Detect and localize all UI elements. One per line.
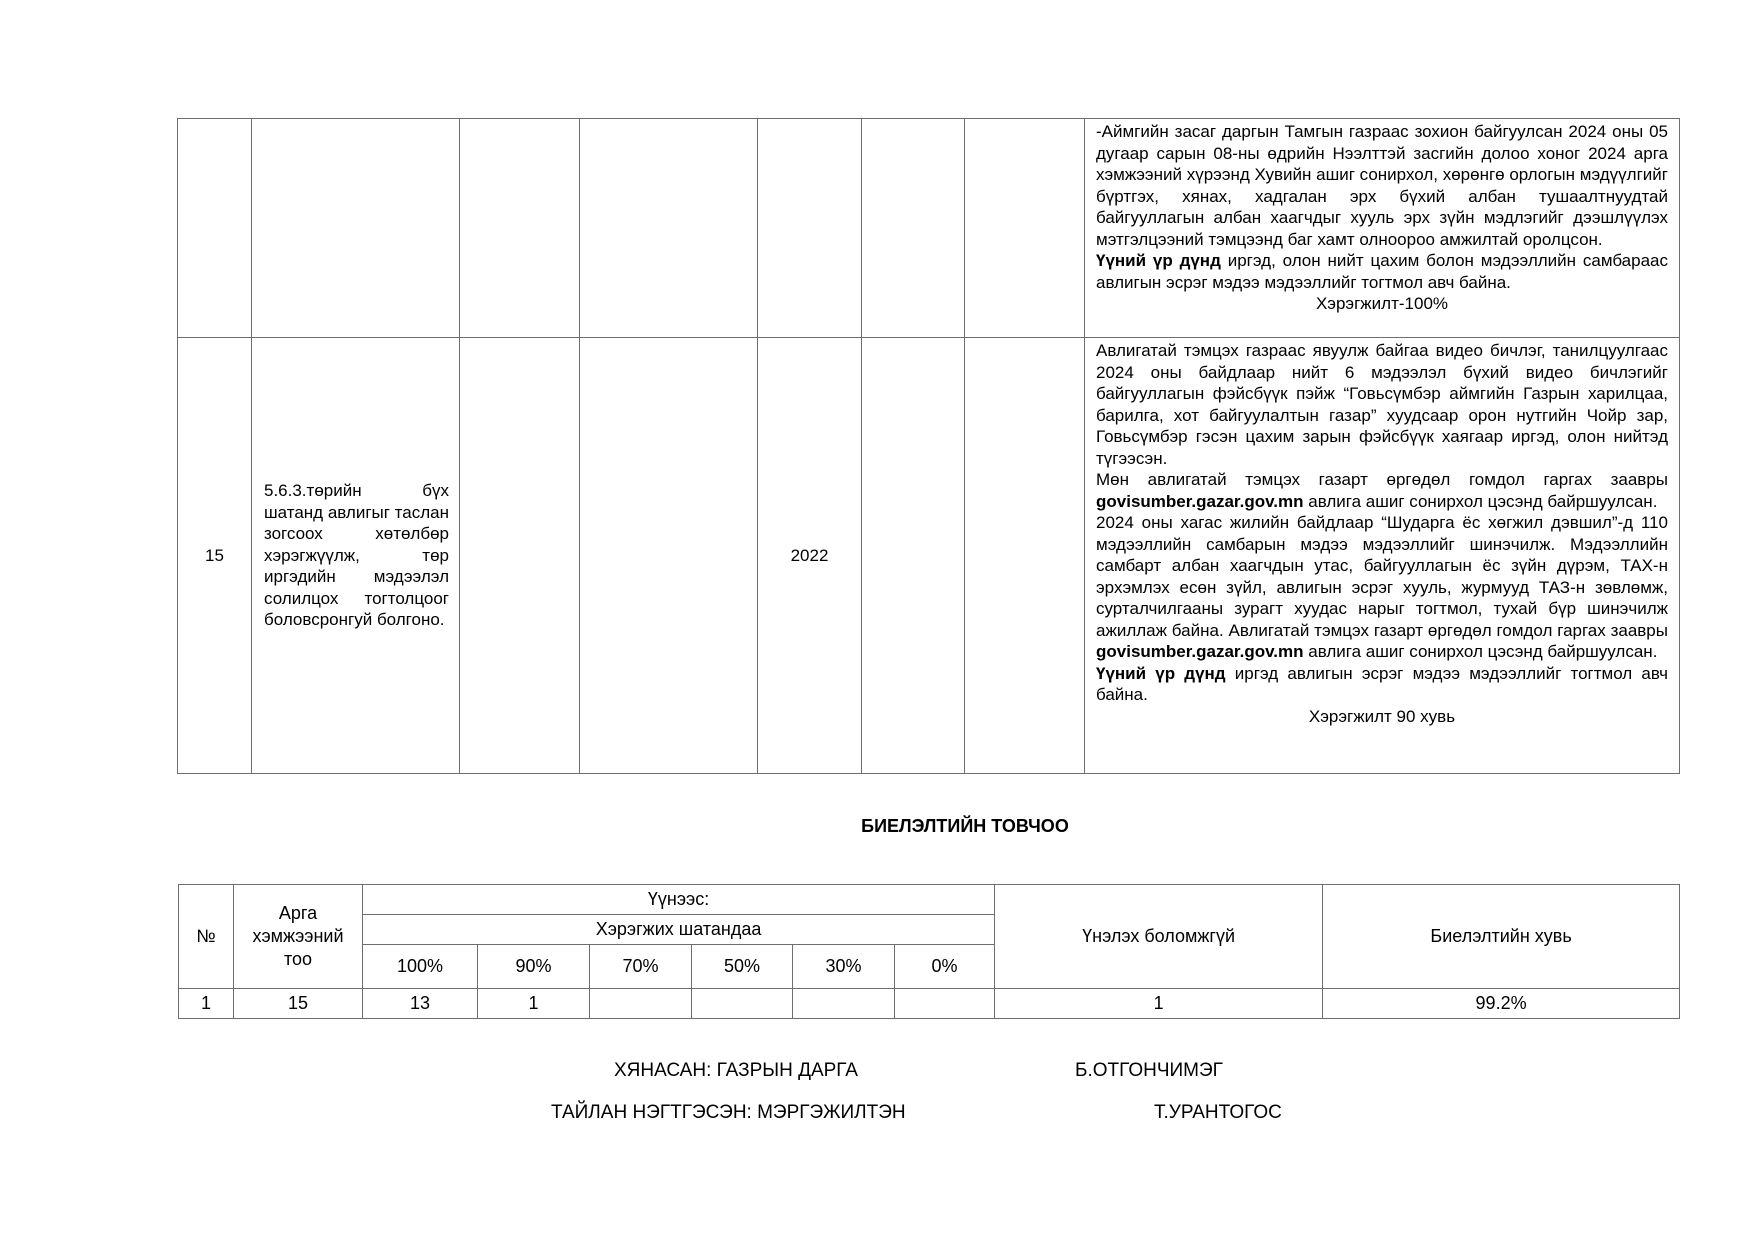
result-text: иргэд, олон нийт цахим болон мэдээллийн самбараас авлигын эсрэг мэдээ мэдээллийг тогтмол авч байна. — [1096, 251, 1668, 292]
result-text: авлига ашиг сонирхол цэсэнд байршуулсан. — [1303, 642, 1658, 661]
website-link-text: govisumber.gazar.gov.mn — [1096, 491, 1304, 511]
execution-text: Хэрэгжилт-100% — [1315, 294, 1449, 313]
result-paragraph — [1096, 469, 1668, 512]
prepared-by-name: Т.УРАНТОГОС — [1154, 1102, 1282, 1123]
level-label: 70% — [590, 945, 692, 989]
empty-cell — [862, 119, 965, 338]
summary-header-row — [179, 885, 1680, 915]
header-not-evaluable: Үнэлэх боломжгүй — [995, 885, 1323, 989]
empty-cell — [862, 338, 965, 774]
summary-not-evaluable: 1 — [995, 989, 1323, 1019]
year-cell — [758, 119, 862, 338]
result-text: 2024 оны хагас жилийн байдлаар “Шударга ёс хөгжил дэвшил”-д 110 мэдээллийн самбарын мэдээ мэдээллийг шинэчилж. Мэдээллийн самбарт албан хаагчдын утас, байгууллагын ёс зүйн дүрэм, ТАХ-н эрхэмлэх есөн зүйл, авлигын эсрэг хууль, журмууд ТАЗ-н зөвлөмж, сурталчилгааны зурагт хуудас нарыг тогтмол, тухай бүр шинэчилж ажиллаж байна. Авлигатай тэмцэх газарт өргөдөл гомдол гаргах заавры — [1096, 513, 1668, 640]
summary-data-row — [179, 989, 1680, 1019]
prepared-by-label: ТАЙЛАН НЭГТГЭСЭН: МЭРГЭЖИЛТЭН — [551, 1102, 906, 1123]
plan-row — [178, 119, 1680, 338]
result-paragraph — [1096, 340, 1668, 469]
reviewed-by-label: ХЯНАСАН: ГАЗРЫН ДАРГА — [614, 1060, 858, 1081]
year-cell: 2022 — [758, 338, 862, 774]
result-text: Мөн авлигатай тэмцэх газарт өргөдөл гомдол гаргах заавры — [1096, 470, 1668, 489]
task-cell — [252, 119, 460, 338]
level-label: 50% — [692, 945, 793, 989]
row-number — [178, 119, 252, 338]
empty-cell — [460, 119, 580, 338]
result-text: -Аймгийн засаг даргын Тамгын газраас зохион байгуулсан 2024 оны 05 дугаар сарын 08-ны өдрийн Нээлттэй засгийн долоо хоног 2024 арга хэмжээний хүрээнд Хувийн ашиг сонирхол, хөрөнгө орлогын мэдүүлгийг бүртгэх, хянах, хадгалан эрх бүхий албан тушаалтнуудтай байгууллагын албан хаагчдыг хууль эрх зүйн мэдлэгийг дээшлүүлэх мэтгэлцээний тэмцээнд баг хамт олноороо амжилтай оролцсон. — [1096, 122, 1668, 249]
execution-text: Хэрэгжилт 90 хувь — [1308, 706, 1456, 726]
summary-level-value: 1 — [478, 989, 590, 1019]
reviewed-by-name: Б.ОТГОНЧИМЭГ — [1075, 1060, 1223, 1081]
result-cell — [1085, 338, 1680, 774]
level-label: 30% — [793, 945, 895, 989]
header-no: № — [179, 885, 234, 989]
empty-cell — [580, 338, 758, 774]
summary-title: БИЕЛЭЛТИЙН ТОВЧОО — [861, 816, 1069, 836]
row-number: 15 — [178, 338, 252, 774]
summary-percent: 99.2% — [1323, 989, 1680, 1019]
summary-table — [178, 884, 1680, 1019]
empty-cell — [460, 338, 580, 774]
result-paragraph — [1096, 512, 1668, 663]
result-lead: Үүний үр дүнд — [1096, 663, 1226, 683]
empty-cell — [965, 338, 1085, 774]
summary-no: 1 — [179, 989, 234, 1019]
summary-level-value — [590, 989, 692, 1019]
summary-level-value — [793, 989, 895, 1019]
summary-level-value — [692, 989, 793, 1019]
result-cell — [1085, 119, 1680, 338]
result-paragraph — [1096, 250, 1668, 293]
result-text: авлига ашиг сонирхол цэсэнд байршуулсан. — [1303, 491, 1658, 511]
result-paragraph — [1096, 663, 1668, 706]
header-levels: Хэрэгжих шатандаа — [363, 915, 995, 945]
plan-table — [177, 118, 1680, 774]
website-link-text: govisumber.gazar.gov.mn — [1096, 642, 1304, 661]
header-count: Арга хэмжээний тоо — [234, 885, 363, 989]
plan-row — [178, 338, 1680, 774]
level-label: 0% — [895, 945, 995, 989]
summary-level-value — [895, 989, 995, 1019]
task-cell: 5.6.3.төрийн бүх шатанд авлигыг таслан зогсоох хөтөлбөр хэрэгжүүлж, төр иргэдийн мэдээлэл солилцох тогтолцоог боловсронгуй болгоно. — [252, 338, 460, 774]
empty-cell — [580, 119, 758, 338]
result-paragraph — [1096, 121, 1668, 250]
header-percent: Биелэлтийн хувь — [1323, 885, 1680, 989]
result-text: иргэд авлигын эсрэг мэдээ мэдээллийг тогтмол авч байна. — [1096, 663, 1668, 704]
summary-level-value: 13 — [363, 989, 478, 1019]
result-text: Авлигатай тэмцэх газраас явуулж байгаа видео бичлэг, танилцуулгаас 2024 оны байдлаар нийт 6 мэдээлэл бүхий видео бичлэгийг байгууллагын фэйсбүүк пэйж “Говьсүмбэр аймгийн Газрын харилцаа, барилга, хот байгуулалтын газар” хуудсаар орон нутгийн Чойр зар, Говьсүмбэр гэсэн цахим зарын фэйсбүүк хаягаар иргэд, олон нийтэд түгээсэн. — [1096, 341, 1668, 468]
result-lead: Үүний үр дүнд — [1096, 251, 1221, 270]
header-evaluation: Үүнээс: — [363, 885, 995, 915]
level-label: 100% — [363, 945, 478, 989]
empty-cell — [965, 119, 1085, 338]
summary-count: 15 — [234, 989, 363, 1019]
level-label: 90% — [478, 945, 590, 989]
